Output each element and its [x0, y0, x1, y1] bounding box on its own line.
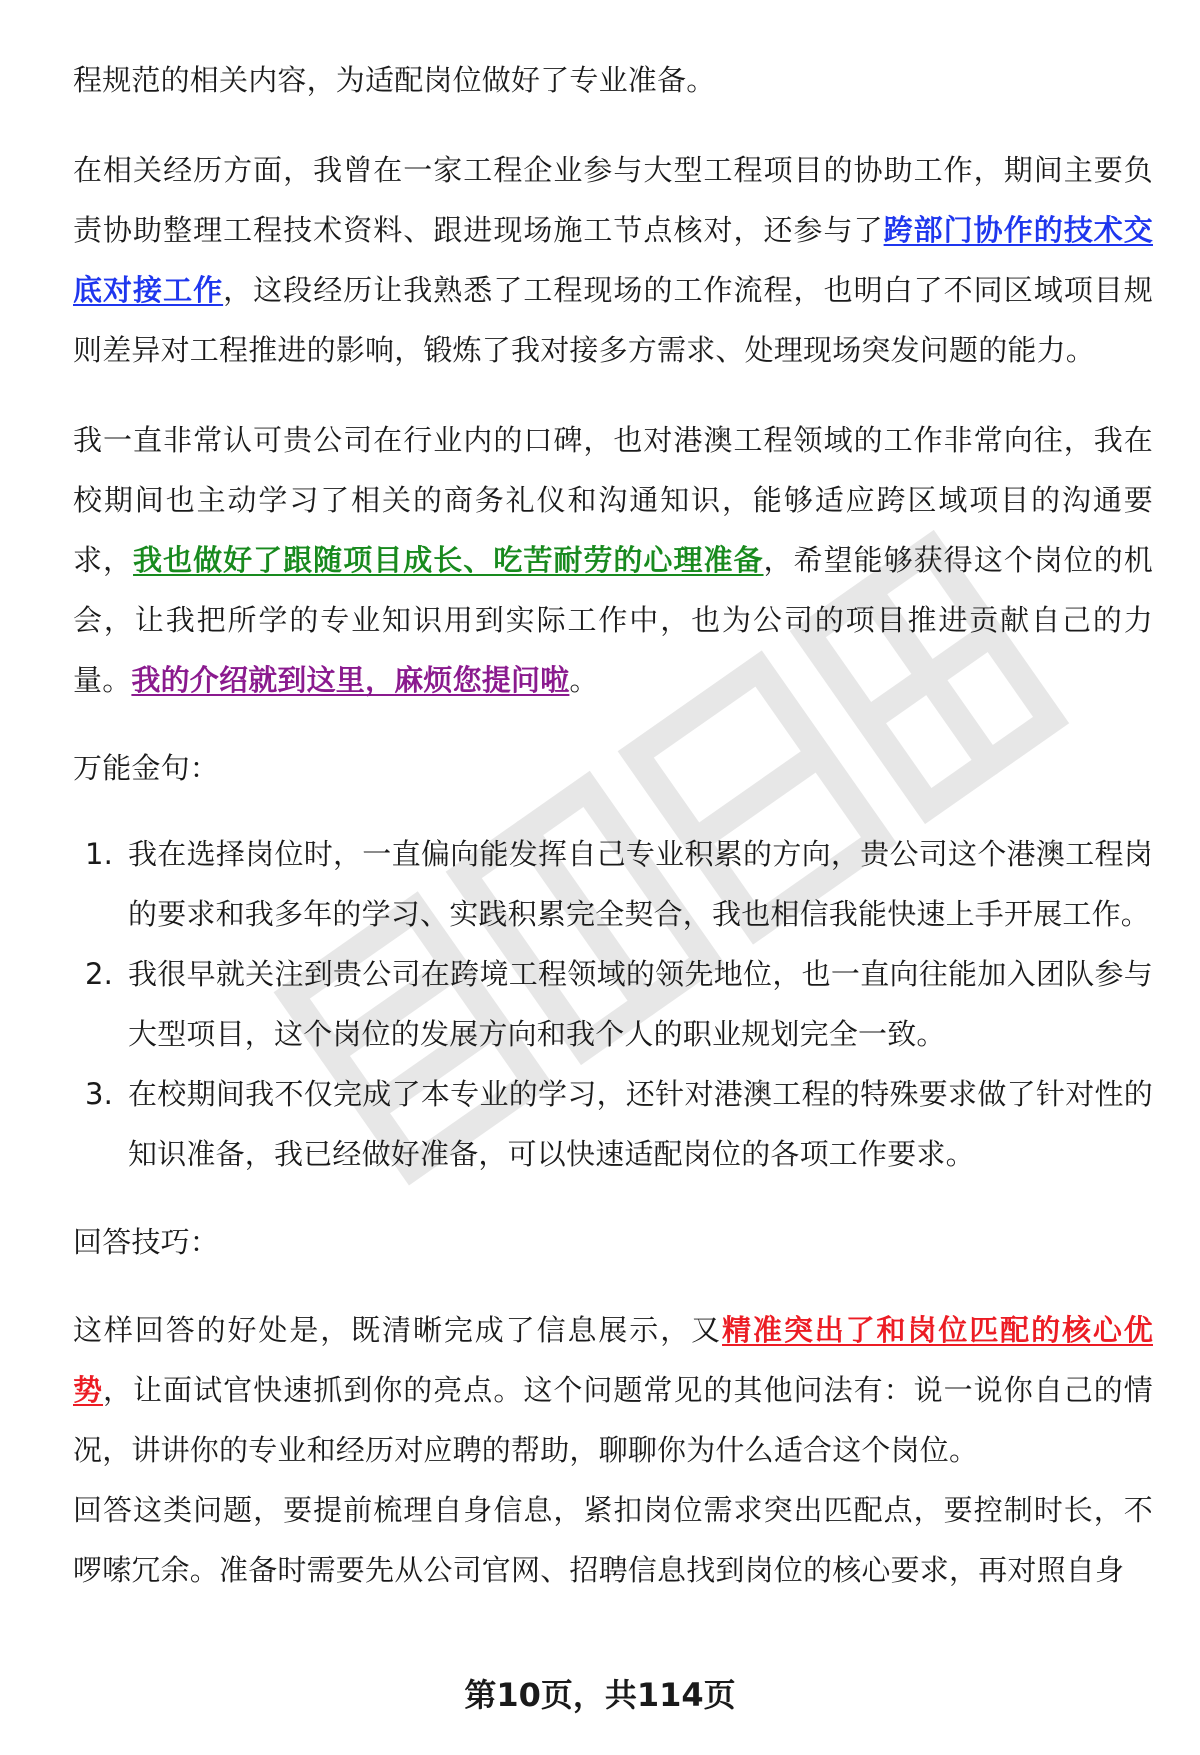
paragraph-1: [73, 50, 1153, 110]
paragraph-1-text: 程规范的相关内容，为适配岗位做好了专业准备。: [73, 63, 716, 97]
paragraph-motivation: [73, 410, 1153, 710]
paragraph-preparation: [73, 1480, 1153, 1600]
paragraph-motivation-text-b: ，希望能够获得这个岗位的机会，让我把所学的专业知识用到实际工作中，也为公司的项目推进贡献自己的力量。: [73, 543, 1153, 697]
highlight-blue: 跨部门协作的技术交底对接工作: [73, 213, 1153, 307]
list-number: 1.: [85, 837, 114, 871]
list-item-text: 我在选择岗位时，一直偏向能发挥自己专业积累的方向，贵公司这个港澳工程岗的要求和我多年的学习、实践积累完全契合，我也相信我能快速上手开展工作。: [128, 837, 1153, 931]
list-number: 3.: [85, 1077, 114, 1111]
heading-golden-sentences: 万能金句：: [73, 751, 220, 785]
page-number: 第10页，共114页: [464, 1676, 736, 1714]
list-item-text: 在校期间我不仅完成了本专业的学习，还针对港澳工程的特殊要求做了针对性的知识准备，我已经做好准备，可以快速适配岗位的各项工作要求。: [128, 1077, 1153, 1171]
paragraph-experience-text-a: 在相关经历方面，我曾在一家工程企业参与大型工程项目的协助工作，期间主要负责协助整理工程技术资料、跟进现场施工节点核对，还参与了: [73, 153, 1153, 247]
paragraph-tips-text-b: ，让面试官快速抓到你的亮点。这个问题常见的其他问法有：说一说你自己的情况，讲讲你的专业和经历对应聘的帮助，聊聊你为什么适合这个岗位。: [73, 1373, 1153, 1467]
highlight-purple: 我的介绍就到这里，麻烦您提问啦: [131, 663, 570, 697]
paragraph-preparation-text: 回答这类问题，要提前梳理自身信息，紧扣岗位需求突出匹配点，要控制时长，不啰嗦冗余。准备时需要先从公司官网、招聘信息找到岗位的核心要求，再对照自身: [73, 1493, 1153, 1587]
list-number: 2.: [85, 957, 114, 991]
list-item-text: 我很早就关注到贵公司在跨境工程领域的领先地位，也一直向往能加入团队参与大型项目，这个岗位的发展方向和我个人的职业规划完全一致。: [128, 957, 1153, 1051]
paragraph-experience: [73, 140, 1153, 380]
paragraph-experience-text-b: ，这段经历让我熟悉了工程现场的工作流程，也明白了不同区域项目规则差异对工程推进的影响，锻炼了我对接多方需求、处理现场突发问题的能力。: [73, 273, 1153, 367]
highlight-red: 精准突出了和岗位匹配的核心优势: [73, 1313, 1153, 1407]
paragraph-motivation-text-a: 我一直非常认可贵公司在行业内的口碑，也对港澳工程领域的工作非常向往，我在校期间也主动学习了相关的商务礼仪和沟通知识，能够适应跨区域项目的沟通要求，: [73, 423, 1153, 577]
paragraph-tips: [73, 1300, 1153, 1480]
list-item: [73, 824, 1153, 944]
list-item: [73, 944, 1153, 1064]
document-body: [73, 50, 1153, 1600]
highlight-green: 我也做好了跟随项目成长、吃苦耐劳的心理准备: [133, 543, 764, 577]
paragraph-tips-text-a: 这样回答的好处是，既清晰完成了信息展示，又: [73, 1313, 723, 1347]
heading-answer-tips: 回答技巧：: [73, 1225, 220, 1259]
list-item: [73, 1064, 1153, 1184]
golden-sentence-list: [73, 824, 1153, 1184]
paragraph-motivation-text-c: 。: [569, 663, 599, 697]
